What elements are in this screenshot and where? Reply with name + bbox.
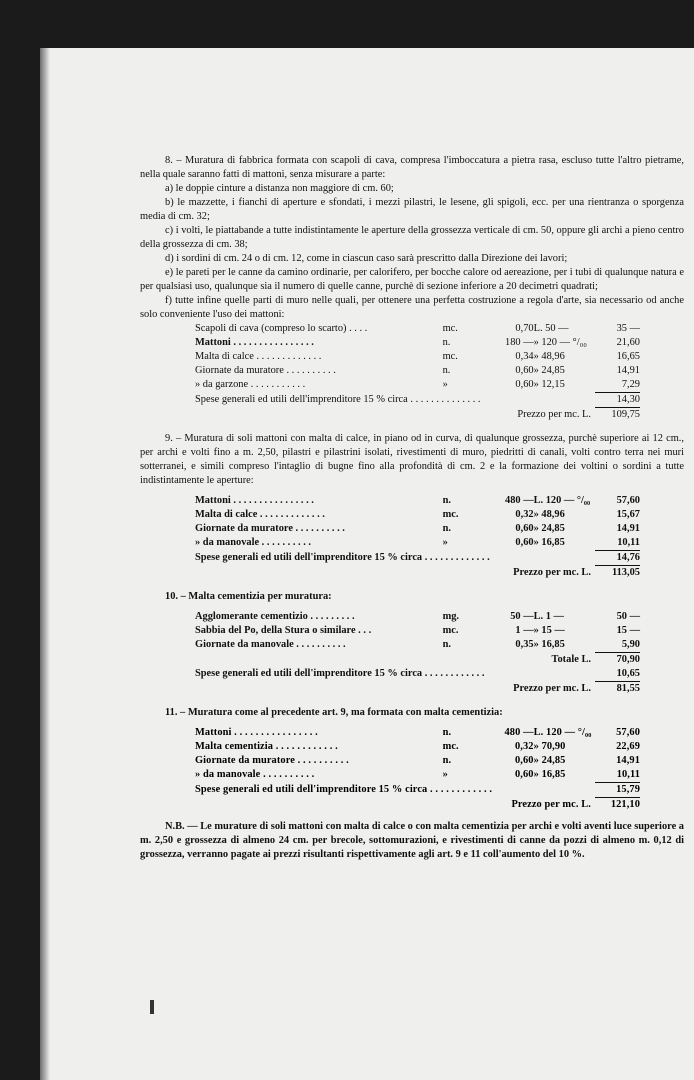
table-row: Mattoni . . . . . . . . . . . . . . . . n. 180 — » 120 — °/₀₀ 21,60 xyxy=(195,337,640,348)
table-row: » da manovale . . . . . . . . . . » 0,60 » 16,85 10,11 xyxy=(195,768,640,783)
table-row: » da garzone . . . . . . . . . . . » 0,60 » 12,15 7,29 xyxy=(195,378,640,393)
table-row: Mattoni . . . . . . . . . . . . . . . . n. 480 — L. 120 — °/₀₀ 57,60 xyxy=(195,727,640,738)
article-8-clause-c: c) i volti, le piattabande a tutte indistintamente le aperture della grossezza verticale di cm. 50, oppure gli archi a pieno centro della grossezza di cm. 38; xyxy=(140,225,684,250)
article-8-clause-b: b) le mazzette, i fianchi di aperture e sfondati, i mezzi pilastri, le lesene, gli spigoli, ecc. per una rientranza o sporgenza media di cm. 32; xyxy=(140,197,684,222)
table-row: Malta cementizia . . . . . . . . . . . . mc. 0,32 » 70,90 22,69 xyxy=(195,741,640,752)
table-row: Giornate da muratore . . . . . . . . . . n. 0,60 » 24,85 14,91 xyxy=(195,755,640,766)
scan-artifact xyxy=(150,1000,154,1014)
article-8-clause-f: f) tutte infine quelle parti di muro nelle quali, per ottenere una perfetta costruzione a regola d'arte, sia necessario od anche solo conveniente l'uso dei mattoni: xyxy=(140,295,684,320)
article-8-intro: 8. – Muratura di fabbrica formata con scapoli di cava, compresa l'imboccatura a pietra rasa, escluso tutte l'altro pietrame, nella quale saranno fatti di mattoni, senza misurare a parte: xyxy=(140,155,684,180)
table-row: Agglomerante cementizio . . . . . . . . . mg. 50 — L. 1 — 50 — xyxy=(195,611,640,622)
overhead-row: Spese generali ed utili dell'imprenditore 15 % circa . . . . . . . . . . . . 15,79 xyxy=(195,783,640,798)
article-9-intro: 9. – Muratura di soli mattoni con malta di calce, in piano od in curva, di qualunque grossezza, purchè superiore ai 12 cm., per archi e volti fino a m. 2,50, pilastri e pilastrini isolati, rivestimenti di muro, piedritti di canali, volti contro terra nei muri sotterranei, e simili compreso l'intaglio di bugne fino alla profondità di cm. 2 e la formazione dei voltini o sordini a tutte indistintamente le aperture: xyxy=(140,433,684,486)
document-body xyxy=(140,154,684,862)
article-11-cost-table xyxy=(195,726,640,812)
article-8-clause-e: e) le pareti per le canne da camino ordinarie, per calorifero, per bocche calore od aereazione, per i tubi di qualunque natura e per qualsiasi uso, qualunque sia il numero di quelle canne, purchè di sezione inferiore a 20 decimetri quadrati; xyxy=(140,267,684,292)
article-11-intro: 11. – Muratura come al precedente art. 9, ma formata con malta cementizia: xyxy=(165,707,503,718)
price-row: Prezzo per mc. L. 81,55 xyxy=(513,682,640,694)
overhead-row: Spese generali ed utili dell'imprenditore 15 % circa . . . . . . . . . . . . . . 14,30 xyxy=(195,393,640,408)
overhead-row: Spese generali ed utili dell'imprenditore 15 % circa . . . . . . . . . . . . 10,65 xyxy=(195,667,640,682)
price-row: Prezzo per mc. L. 121,10 xyxy=(511,798,640,810)
article-9-cost-table xyxy=(195,494,640,580)
article-8-clause-d: d) i sordini di cm. 24 o di cm. 12, come in ciascun caso sarà prescritto dalla Direzione dei lavori; xyxy=(165,253,568,264)
total-row: Totale L. 70,90 xyxy=(551,653,640,665)
table-row: » da manovale . . . . . . . . . . » 0,60 » 16,85 10,11 xyxy=(195,536,640,551)
article-10-intro: 10. – Malta cementizia per muratura: xyxy=(165,591,332,602)
price-row: Prezzo per mc. L. 113,05 xyxy=(513,566,640,578)
page-edge-shadow xyxy=(40,48,50,1080)
table-row: Giornate da muratore . . . . . . . . . . n. 0,60 » 24,85 14,91 xyxy=(195,523,640,534)
table-row: Giornate da muratore . . . . . . . . . . n. 0,60 » 24,85 14,91 xyxy=(195,365,640,376)
article-8-clause-a: a) le doppie cinture a distanza non maggiore di cm. 60; xyxy=(165,183,394,194)
table-row: Malta di calce . . . . . . . . . . . . . mc. 0,32 » 48,96 15,67 xyxy=(195,509,640,520)
overhead-row: Spese generali ed utili dell'imprenditore 15 % circa . . . . . . . . . . . . . 14,76 xyxy=(195,551,640,566)
nota-bene: N.B. — Le murature di soli mattoni con malta di calce o con malta cementizia per archi e volti aventi luce superiore a m. 2,50 e grossezza di almeno 24 cm. per brecole, sottomurazioni, e rivestimenti di canne da pozzi di almeno m. 0,12 di grossezza, verranno pagate ai prezzi risultanti rispettivamente agli art. 9 e 11 coll'aumento del 10 %. xyxy=(140,821,684,860)
table-row: Mattoni . . . . . . . . . . . . . . . . n. 480 — L. 120 — °/₀₀ 57,60 xyxy=(195,495,640,506)
table-row: Scapoli di cava (compreso lo scarto) . . . . mc. 0,70 L. 50 — 35 — xyxy=(195,323,640,334)
article-10-cost-table xyxy=(195,610,640,696)
table-row: Giornate da manovale . . . . . . . . . . n. 0,35 » 16,85 5,90 xyxy=(195,638,640,653)
table-row: Malta di calce . . . . . . . . . . . . . mc. 0,34 » 48,96 16,65 xyxy=(195,351,640,362)
price-row: Prezzo per mc. L. 109,75 xyxy=(517,408,640,420)
article-8-cost-table xyxy=(195,322,640,422)
table-row: Sabbia del Po, della Stura o similare . . . mc. 1 — » 15 — 15 — xyxy=(195,625,640,636)
